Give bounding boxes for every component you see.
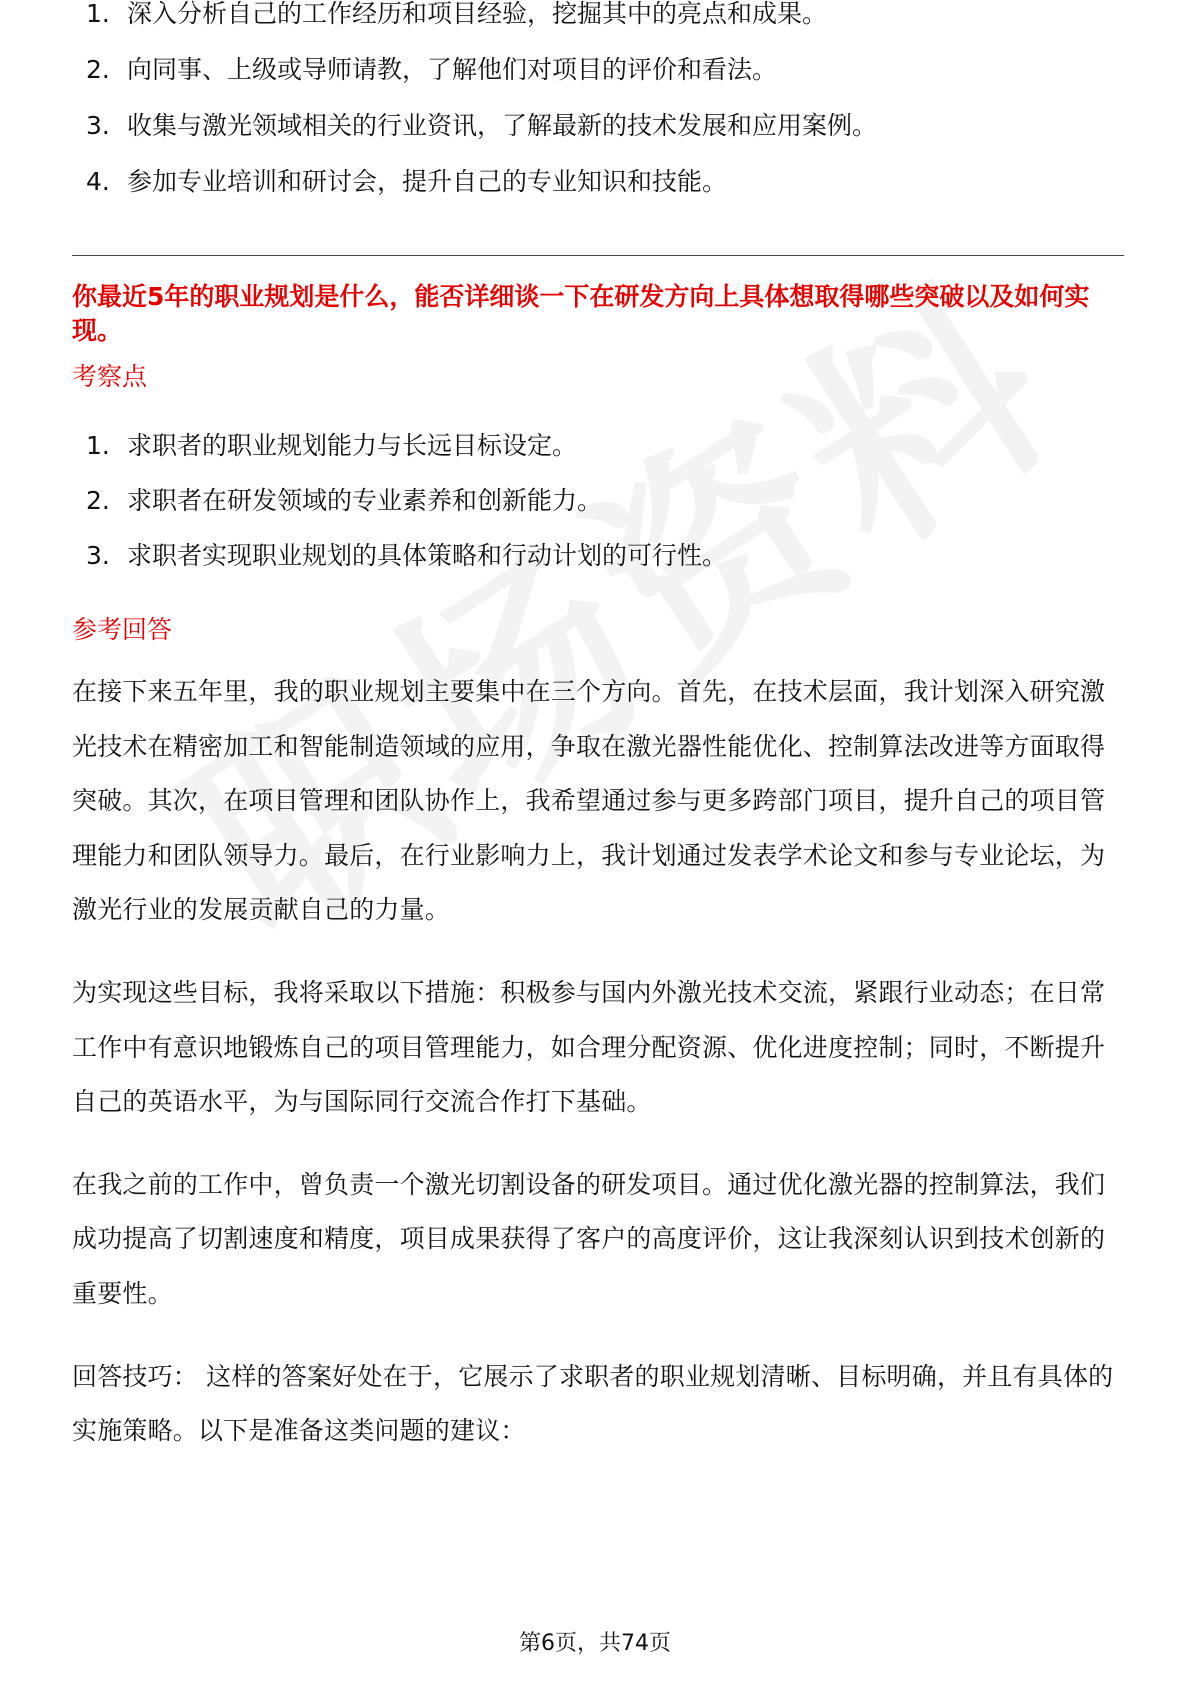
list-item	[72, 0, 1124, 56]
list-item	[72, 487, 1124, 542]
page-content	[72, 0, 1124, 1459]
answer-tips: 回答技巧： 这样的答案好处在于，它展示了求职者的职业规划清晰、目标明确，并且有具体的实施策略。以下是准备这类问题的建议：	[72, 1361, 1114, 1446]
focus-list	[72, 432, 1124, 597]
list-text: 收集与激光领域相关的行业资讯，了解最新的技术发展和应用案例。	[127, 111, 878, 140]
tips-list	[72, 0, 1124, 224]
list-number: 1.	[86, 0, 110, 28]
interview-question: 你最近5年的职业规划是什么，能否详细谈一下在研发方向上具体想取得哪些突破以及如何实现。	[72, 282, 1090, 345]
answer-paragraph: 在我之前的工作中，曾负责一个激光切割设备的研发项目。通过优化激光器的控制算法，我们成功提高了切割速度和精度，项目成果获得了客户的高度评价，这让我深刻认识到技术创新的重要性。	[72, 1169, 1106, 1308]
list-item	[72, 112, 1124, 168]
list-item	[72, 168, 1124, 224]
page-footer: 第6页，共74页	[519, 1631, 671, 1656]
list-text: 参加专业培训和研讨会，提升自己的专业知识和技能。	[127, 167, 728, 196]
list-number: 2.	[86, 486, 110, 515]
list-text: 深入分析自己的工作经历和项目经验，挖掘其中的亮点和成果。	[127, 0, 828, 28]
answer-paragraph: 为实现这些目标，我将采取以下措施：积极参与国内外激光技术交流，紧跟行业动态；在日常工作中有意识地锻炼自己的项目管理能力，如合理分配资源、优化进度控制；同时，不断提升自己的英语水平，为与国际同行交流合作打下基础。	[72, 977, 1106, 1117]
focus-heading: 考察点	[72, 362, 148, 391]
list-item	[72, 432, 1124, 487]
list-item	[72, 542, 1124, 597]
list-number: 3.	[86, 541, 110, 570]
list-number: 3.	[86, 111, 110, 140]
list-number: 2.	[86, 55, 110, 84]
list-text: 向同事、上级或导师请教，了解他们对项目的评价和看法。	[127, 55, 778, 84]
answer-paragraph: 在接下来五年里，我的职业规划主要集中在三个方向。首先，在技术层面，我计划深入研究激光技术在精密加工和智能制造领域的应用，争取在激光器性能优化、控制算法改进等方面取得突破。其次，在项目管理和团队协作上，我希望通过参与更多跨部门项目，提升自己的项目管理能力和团队领导力。最后，在行业影响力上，我计划通过发表学术论文和参与专业论坛，为激光行业的发展贡献自己的力量。	[72, 677, 1106, 925]
list-number: 1.	[86, 431, 110, 460]
list-text: 求职者的职业规划能力与长远目标设定。	[127, 431, 578, 460]
list-number: 4.	[86, 167, 110, 196]
list-text: 求职者实现职业规划的具体策略和行动计划的可行性。	[127, 541, 728, 570]
answer-heading: 参考回答	[72, 615, 173, 644]
list-item	[72, 56, 1124, 112]
list-text: 求职者在研发领域的专业素养和创新能力。	[127, 486, 603, 515]
